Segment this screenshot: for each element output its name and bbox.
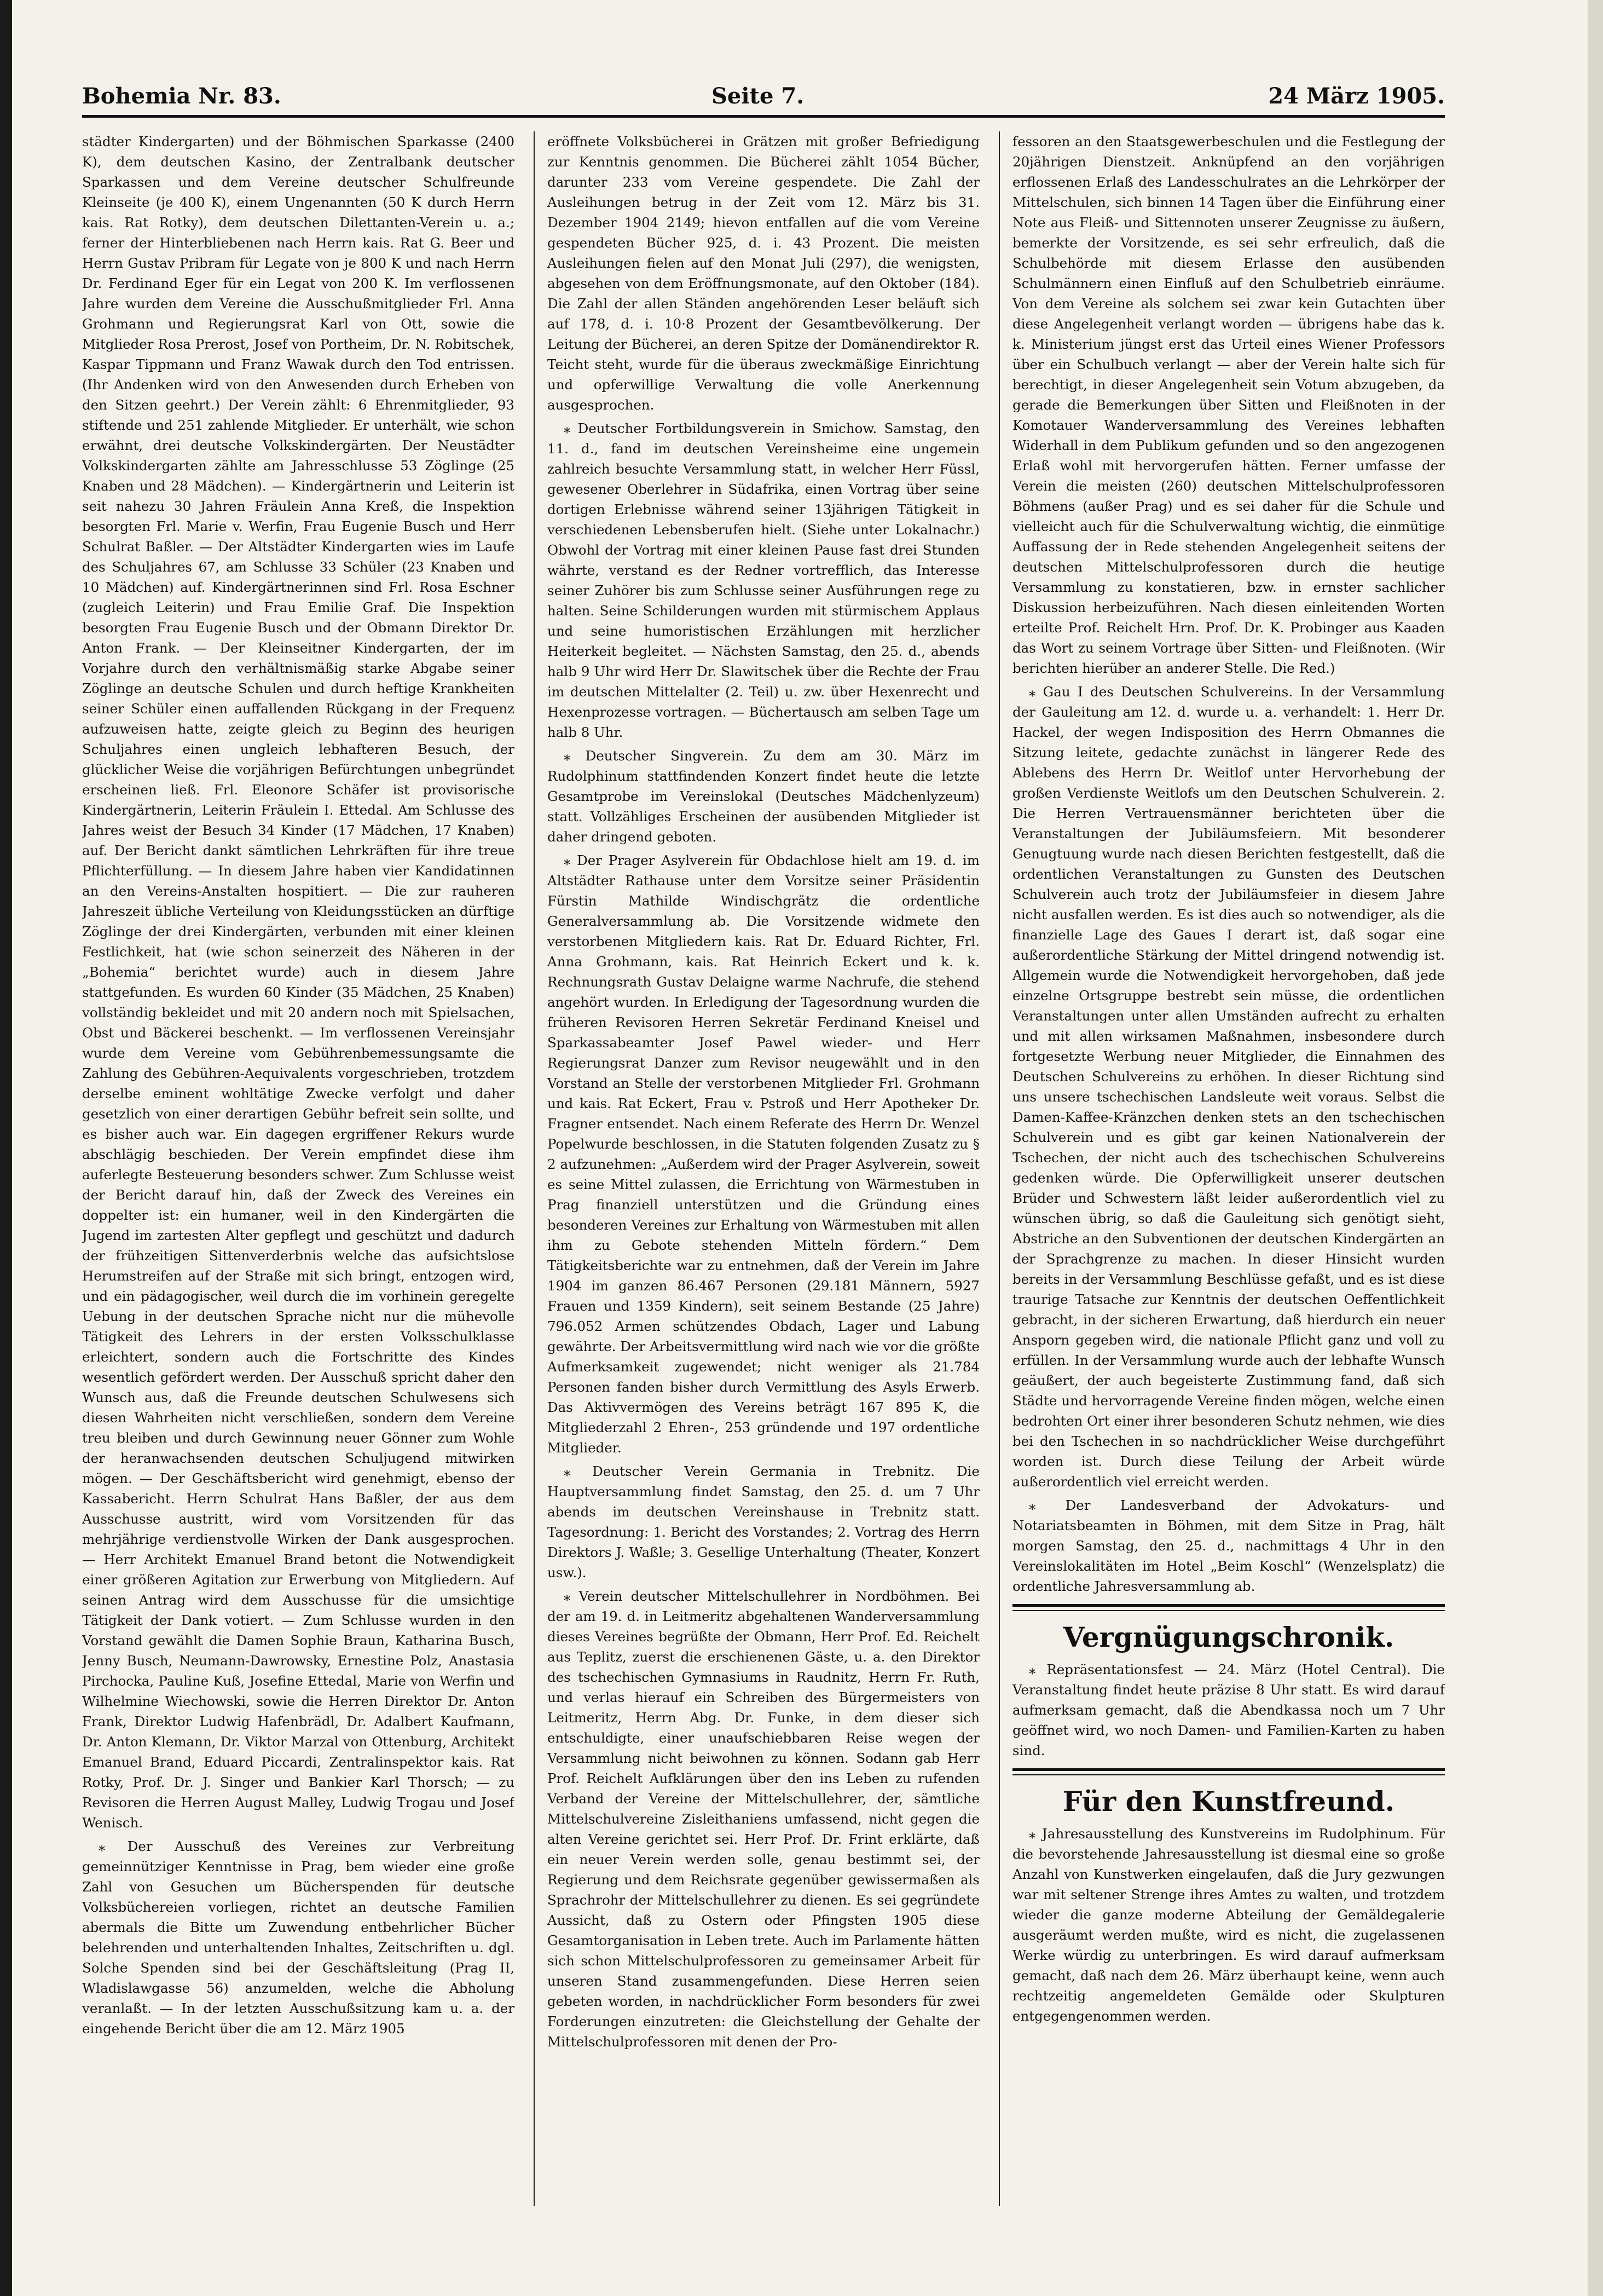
column-3 bbox=[1012, 131, 1445, 2206]
article-paragraph: ⁎ Der Prager Asylverein für Obdachlose hielt am 19. d. im Altstädter Rathause unter dem Vorsitze seiner Präsidentin Fürstin Mathilde Windischgrätz die ordentliche Generalversammlung ab. Die Vorsitzende widmete den verstorbenen Mitgliedern kais. Rat Dr. Eduard Richter, Frl. Anna Grohmann, kais. Rat Heinrich Eckert und k. k. Rechnungsrath Gustav Delaigne warme Nachrufe, die stehend angehört wurden. In Erledigung der Tagesordnung wurden die früheren Revisoren Herren Sekretär Ferdinand Kneisel und Sparkassabeamter Josef Pawel wieder- und Herr Regierungsrat Danzer zum Revisor neugewählt und in den Vorstand an Stelle der verstorbenen Mitglieder Frl. Grohmann und kais. Rat Eckert, Frau v. Pstroß und Herr Apotheker Dr. Fragner entsendet. Nach einem Referate des Herrn Dr. Wenzel Popelwurde beschlossen, in die Statuten folgenden Zusatz zu § 2 aufzunehmen: „Außerdem wird der Prager Asylverein, soweit es seine Mittel zulassen, die Errichtung von Wärmestuben in Prag finanziell unterstützen und die Gründung eines besonderen Vereines zur Erhaltung von Wärmestuben mit allen ihm zu Gebote stehenden Mitteln fördern.“ Dem Tätigkeitsberichte war zu entnehmen, daß der Verein im Jahre 1904 im ganzen 86.467 Personen (29.181 Männern, 5927 Frauen und 1359 Kindern), seit seinem Bestande (25 Jahre) 796.052 Armen schützendes Obdach, Lager und Labung gewährte. Der Arbeitsvermittlung wird nach wie vor die größte Aufmerksamkeit zugewendet; nicht weniger als 21.784 Personen fanden bisher durch Vermittlung des Asyls Erwerb. Das Aktivvermögen des Vereins beträgt 167 895 K, die Mitgliederzahl 2 Ehren-, 253 gründende und 197 ordentliche Mitglieder. bbox=[547, 852, 980, 1456]
page-edge-margin bbox=[1588, 0, 1603, 2296]
page-edge-shadow bbox=[0, 0, 12, 2296]
article-paragraph: ⁎ Der Landesverband der Advokaturs- und Notariatsbeamten in Böhmen, mit dem Sitze in Prag, hält morgen Samstag, den 25. d., nachmittags 4 Uhr in den Vereinslokalitäten im Hotel „Beim Koschl“ (Wenzelsplatz) die ordentliche Jahresversammlung ab. bbox=[1012, 1497, 1445, 1594]
article-paragraph: städter Kindergarten) und der Böhmischen Sparkasse (2400 K), dem deutschen Kasino, der Zentralbank deutscher Sparkassen und dem Vereine deutscher Schulfreunde Kleinseite (je 400 K), einem Ungenannten (50 K durch Herrn kais. Rat Rotky), dem deutschen Dilettanten-Verein u. a.; ferner der Hinterbliebenen nach Herrn kais. Rat G. Beer und Herrn Gustav Pribram für Legate von je 800 K und nach Herrn Dr. Ferdinand Eger für ein Legat von 200 K. Im verflossenen Jahre wurden dem Vereine die Ausschußmitglieder Frl. Anna Grohmann und Regierungsrat Karl von Ott, sowie die Mitglieder Rosa Prerost, Josef von Portheim, Dr. N. Robitschek, Kaspar Tippmann und Franz Wawak durch den Tod entrissen. (Ihr Andenken wird von den Anwesenden durch Erheben von den Sitzen geehrt.) Der Verein zählt: 6 Ehrenmitglieder, 93 stiftende und 251 zahlende Mitglieder. Er unterhält, wie schon erwähnt, drei deutsche Volkskindergärten. Der Neustädter Volkskindergarten zählte am Jahresschlusse 53 Zöglinge (25 Knaben und 28 Mädchen). — Kindergärtnerin und Leiterin ist seit nahezu 30 Jahren Fräulein Anna Kreß, die Inspektion besorgten Frl. Marie v. Werfin, Frau Eugenie Busch und Herr Schulrat Baßler. — Der Altstädter Kindergarten wies im Laufe des Schuljahres 67, am Schlusse 33 Schüler (23 Knaben und 10 Mädchen) auf. Kindergärtnerinnen sind Frl. Rosa Eschner (zugleich Leiterin) und Frau Emilie Graf. Die Inspektion besorgten Frau Eugenie Busch und der Obmann Direktor Dr. Anton Frank. — Der Kleinseitner Kindergarten, der im Vorjahre durch den verhältnismäßig starke Abgabe seiner Zöglinge an deutsche Schulen und durch heftige Krankheiten seiner Schüler einen auffallenden Rückgang in der Frequenz aufzuweisen hatte, zeigte gleich zu Beginn des heurigen Schuljahres einen ungleich lebhafteren Besuch, der glücklicher Weise die vorjährigen Befürchtungen unbegründet erscheinen ließ. Frl. Eleonore Schäfer ist provisorische Kindergärtnerin, Leiterin Fräulein I. Ettedal. Am Schlusse des Jahres weist der Besuch 34 Kinder (17 Mädchen, 17 Knaben) auf. Der Bericht dankt sämtlichen Lehrkräften für ihre treue Pflichterfüllung. — In diesem Jahre haben vier Kandidatinnen an den Vereins-Anstalten hospitiert. — Die zur rauheren Jahreszeit übliche Verteilung von Kleidungsstücken an dürftige Zöglinge der drei Kindergärten, verbunden mit einer kleinen Festlichkeit, hat (wie schon seinerzeit des Näheren in der „Bohemia“ berichtet wurde) auch in diesem Jahre stattgefunden. Es wurden 60 Kinder (35 Mädchen, 25 Knaben) vollständig bekleidet und mit 20 andern noch mit Spielsachen, Obst und Bäckerei beschenkt. — Im verflossenen Vereinsjahr wurde dem Vereine vom Gebührenbemessungsamte die Zahlung des Gebühren-Aequivalents vorgeschrieben, trotzdem derselbe eminent wohltätige Zwecke verfolgt und daher gesetzlich von einer derartigen Gebühr befreit sein sollte, und es bisher auch war. Ein dagegen ergriffener Rekurs wurde abschlägig beschieden. Der Verein empfindet diese ihm auferlegte Besteuerung besonders schwer. Zum Schlusse weist der Bericht darauf hin, daß der Zweck des Vereines ein doppelter ist: ein humaner, weil in den Kindergärten die Jugend im zartesten Alter gepflegt und geschützt und dadurch der frühzeitigen Sittenverderbnis welche das aufsichtslose Herumstreifen auf der Straße mit sich bringt, entzogen wird, und ein pädagogischer, weil durch die im vorhinein geregelte Uebung in der deutschen Sprache nicht nur die mühevolle Tätigkeit des Lehrers in der ersten Volksschulklasse erleichtert, sondern auch die Fortschritte des Kindes wesentlich gefördert werden. Der Ausschuß spricht daher den Wunsch aus, daß die Freunde deutschen Schulwesens sich diesen Wahrheiten nicht verschließen, sondern dem Vereine treu bleiben und durch Gewinnung neuer Gönner zum Wohle der heranwachsenden deutschen Schuljugend mitwirken mögen. — Der Geschäftsbericht wird genehmigt, ebenso der Kassabericht. Herrn Schulrat Hans Baßler, der aus dem Ausschusse austritt, wird vom Vorsitzenden für das mehrjährige verdienstvolle Wirken der Dank ausgesprochen. — Herr Architekt Emanuel Brand betont die Notwendigkeit einer größeren Agitation zur Erwerbung von Mitgliedern. Auf seinen Antrag wird dem Ausschusse für die umsichtige Tätigkeit der Dank votiert. — Zum Schlusse wurden in den Vorstand gewählt die Damen Sophie Braun, Katharina Busch, Jenny Busch, Neumann-Dawrowsky, Ernestine Polz, Anastasia Pirchocka, Pauline Kuß, Josefine Ettedal, Marie von Werfin und Wilhelmine Wiechowski, sowie die Herren Direktor Dr. Anton Frank, Direktor Ludwig Hafenbrädl, Dr. Adalbert Kaufmann, Dr. Anton Klemann, Dr. Viktor Marzal von Ottenburg, Architekt Emanuel Brand, Eduard Piccardi, Zentralinspektor kais. Rat Rotky, Prof. Dr. J. Singer und Bankier Karl Thorsch; — zu Revisoren die Herren August Malley, Ludwig Trogau und Josef Wenisch. bbox=[82, 134, 514, 1831]
section-divider bbox=[1012, 1604, 1445, 1607]
section-divider bbox=[1012, 1768, 1445, 1771]
text-columns bbox=[82, 131, 1445, 2206]
page-header bbox=[82, 71, 1445, 118]
column-divider bbox=[534, 131, 535, 2206]
article-paragraph: ⁎ Repräsentationsfest — 24. März (Hotel Central). Die Veranstaltung findet heute präzise 8 Uhr statt. Es wird darauf aufmerksam gemacht, daß die Abendkassa noch um 7 Uhr geöffnet wird, wo noch Damen- und Familien-Karten zu haben sind. bbox=[1012, 1662, 1445, 1758]
section-heading-art: Für den Kunstfreund. bbox=[1062, 1785, 1395, 1818]
column-divider bbox=[999, 131, 1000, 2206]
article-paragraph: ⁎ Deutscher Fortbildungsverein in Smichow. Samstag, den 11. d., fand im deutschen Vereinsheime eine ungemein zahlreich besuchte Versammlung statt, in welcher Herr Füssl, gewesener Oberlehrer in Südafrika, einen Vortrag über seine dortigen Erlebnisse während seiner 13jährigen Tätigkeit in verschiedenen Lebensberufen hielt. (Siehe unter Lokalnachr.) Obwohl der Vortrag mit einer kleinen Pause fast drei Stunden währte, verstand es der Redner vortrefflich, das Interesse seiner Zuhörer bis zum Schlusse seiner Ausführungen rege zu halten. Seine Schilderungen wurden mit stürmischem Applaus und seine humoristischen Erzählungen mit herzlicher Heiterkeit begleitet. — Nächsten Samstag, den 25. d., abends halb 9 Uhr wird Herr Dr. Slawitschek über die Rechte der Frau im deutschen Mittelalter (2. Teil) u. zw. über Hexenrecht und Hexenprozesse vortragen. — Büchertausch am selben Tage um halb 8 Uhr. bbox=[547, 420, 980, 740]
newspaper-page bbox=[82, 71, 1445, 2206]
section-heading-entertainment: Vergnügungschronik. bbox=[1063, 1621, 1394, 1653]
column-1 bbox=[82, 131, 514, 2206]
article-paragraph: ⁎ Gau I des Deutschen Schulvereins. In der Versammlung der Gauleitung am 12. d. wurde u. a. verhandelt: 1. Herr Dr. Hackel, der wegen Indisposition des Herrn Obmannes die Sitzung leitete, gedachte zunächst in längerer Rede des Ablebens des Herrn Dr. Weitlof unter Hervorhebung der großen Verdienste Weitlofs um den Deutschen Schulverein. 2. Die Herren Vertrauensmänner berichteten über die Veranstaltungen der Jubiläumsfeiern. Mit besonderer Genugtuung wurde nach diesen Berichten festgestellt, daß die ordentlichen Veranstaltungen zu Gunsten des Deutschen Schulverein auch trotz der Jubiläumsfeier in diesem Jahre nicht ausfallen werden. Es ist dies auch so notwendiger, als die finanzielle Lage des Gaues I derart ist, daß sogar eine außerordentliche Stärkung der Mittel dringend notwendig ist. Allgemein wurde die Notwendigkeit hervorgehoben, daß jede einzelne Ortsgruppe bestrebt sein müsse, die ordentlichen Veranstaltungen unter allen Umständen aufrecht zu erhalten und mit allen wirksamen Maßnahmen, insbesondere durch fortgesetzte Werbung neuer Mitglieder, die Einnahmen des Deutschen Schulvereins zu erhöhen. In dieser Richtung sind uns unsere tschechischen Landsleute weit voraus. Selbst die Damen-Kaffee-Kränzchen denken stets an den tschechischen Schulverein und es gibt gar keinen Nationalverein der Tschechen, der nicht auch des tschechischen Schulvereins gedenken würde. Die Opferwilligkeit unserer deutschen Brüder und Schwestern läßt leider außerordentlich viel zu wünschen übrig, so daß die Gauleitung sich genötigt sieht, Abstriche an den Subventionen der deutschen Kindergärten an der Sprachgrenze zu machen. In dieser Hinsicht wurden bereits in der Versammlung Beschlüsse gefaßt, und es ist diese traurige Tatsache zur Kenntnis der deutschen Oeffentlichkeit gebracht, in der sicheren Erwartung, daß hierdurch ein neuer Ansporn gegeben wird, die nationale Pflicht ganz und voll zu erfüllen. In der Versammlung wurde auch der lebhafte Wunsch geäußert, der auch begeisterte Zustimmung fand, daß sich Städte und hervorragende Vereine finden mögen, welche einen bedrohten Ort einer ihrer besonderen Schutz nehmen, wie dies bei den Tschechen in so nachdrücklicher Weise durchgeführt worden ist. Durch diese Teilung der Arbeit würde außerordentlich viel erreicht werden. bbox=[1012, 684, 1445, 1490]
article-paragraph: ⁎ Deutscher Verein Germania in Trebnitz. Die Hauptversammlung findet Samstag, den 25. d. um 7 Uhr abends im deutschen Vereinshause in Trebnitz statt. Tagesordnung: 1. Bericht des Vorstandes; 2. Vortrag des Herrn Direktors J. Waßle; 3. Gesellige Unterhaltung (Theater, Konzert usw.). bbox=[547, 1463, 980, 1580]
section-divider bbox=[1012, 1774, 1445, 1775]
article-paragraph: ⁎ Deutscher Singverein. Zu dem am 30. März im Rudolphinum stattfindenden Konzert findet heute die letzte Gesamtprobe im Vereinslokal (Deutsches Mädchenlyzeum) statt. Vollzähliges Erscheinen der ausübenden Mitglieder ist daher dringend geboten. bbox=[547, 748, 980, 845]
masthead-issue: Bohemia Nr. 83. bbox=[82, 83, 281, 109]
column-2 bbox=[547, 131, 980, 2206]
page-number: Seite 7. bbox=[711, 83, 805, 109]
article-paragraph: ⁎ Der Ausschuß des Vereines zur Verbreitung gemeinnütziger Kenntnisse in Prag, bem wieder eine große Zahl von Gesuchen um Bücherspenden für deutsche Volksbüchereien vorliegen, richtet an deutsche Familien abermals die Bitte um Zuwendung entbehrlicher Bücher belehrenden und unterhaltenden Inhaltes, Zeitschriften u. dgl. Solche Spenden sind bei der Geschäftsleitung (Prag II, Wladislawgasse 56) anzumelden, welche die Abholung veranlaßt. — In der letzten Ausschußsitzung kam u. a. der eingehende Bericht über die am 12. März 1905 bbox=[82, 1838, 514, 2037]
article-paragraph: ⁎ Jahresausstellung des Kunstvereins im Rudolphinum. Für die bevorstehende Jahresausstellung ist diesmal eine so große Anzahl von Kunstwerken eingelaufen, daß die Jury gezwungen war mit seltener Strenge ihres Amtes zu walten, und trotzdem wieder die ganze moderne Abteilung der Gemäldegalerie ausgeräumt werden mußte, wird es nicht, die zugelassenen Werke würdig zu unterbringen. Es wird darauf aufmerksam gemacht, daß nach dem 26. März überhaupt keine, wenn auch rechtzeitig angemeldeten Gemälde oder Skulpturen entgegengenommen werden. bbox=[1012, 1826, 1445, 2024]
issue-date: 24 März 1905. bbox=[1268, 83, 1445, 109]
section-divider bbox=[1012, 1610, 1445, 1611]
article-paragraph: ⁎ Verein deutscher Mittelschullehrer in Nordböhmen. Bei der am 19. d. in Leitmeritz abgehaltenen Wanderversammlung dieses Vereines begrüßte der Obmann, Herr Prof. Ed. Reichelt aus Teplitz, zuerst die erschienenen Gäste, u. a. den Direktor des tschechischen Gymnasiums in Raudnitz, Herrn Fr. Ruth, und verlas hierauf ein Schreiben des Bürgermeisters von Leitmeritz, Herrn Abg. Dr. Funke, in dem dieser sich entschuldigte, einer unaufschiebbaren Reise wegen der Versammlung nicht beiwohnen zu können. Sodann gab Herr Prof. Reichelt Aufklärungen über den ins Leben zu rufenden Verband der Vereine der Mittelschullehrer, der, sämtliche Mittelschulvereine Zisleithaniens umfassend, nicht gegen die alten Vereine gerichtet sei. Herr Prof. Dr. Frint erklärte, daß ein neuer Verein werden solle, genau bestimmt sei, der Regierung und dem Reichsrate gegenüber gewissermaßen als Sprachrohr der Mittelschullehrer zu dienen. Es sei gegründete Aussicht, daß zu Ostern oder Pfingsten 1905 diese Gesamtorganisation in Leben trete. Auch im Parlamente hätten sich schon Mittelschulprofessoren zu gemeinsamer Arbeit für unseren Stand zusammengefunden. Diese Herren seien gebeten worden, in nachdrücklicher Form besonders für zwei Forderungen einzutreten: die Gleichstellung der Gehalte der Mittelschulprofessoren mit denen der Pro- bbox=[547, 1588, 980, 2050]
article-paragraph: eröffnete Volksbücherei in Grätzen mit großer Befriedigung zur Kenntnis genommen. Die Bücherei zählt 1054 Bücher, darunter 233 vom Vereine gespendete. Die Zahl der Ausleihungen betrug in der Zeit vom 12. März bis 31. Dezember 1904 2149; hievon entfallen auf die vom Vereine gespendeten Bücher 925, d. i. 43 Prozent. Die meisten Ausleihungen fielen auf den Monat Juli (297), die wenigsten, abgesehen von dem Eröffnungsmonate, auf den Oktober (184). Die Zahl der allen Ständen angehörenden Leser beläuft sich auf 178, d. i. 10·8 Prozent der Gesamtbevölkerung. Der Leitung der Bücherei, an deren Spitze der Domänendirektor R. Teicht steht, wurde für die überaus zweckmäßige Einrichtung und opferwillige Verwaltung die volle Anerkennung ausgesprochen. bbox=[547, 134, 980, 413]
article-paragraph: fessoren an den Staatsgewerbeschulen und die Festlegung der 20jährigen Dienstzeit. Anknüpfend an den vorjährigen erflossenen Erlaß des Landesschulrates an die Lehrkörper der Mittelschulen, sich binnen 14 Tagen über die Einführung einer Note aus Fleiß- und Sittennoten unserer Zeugnisse zu äußern, bemerkte der Vorsitzende, es sei sehr erfreulich, daß die Schulbehörde mit diesem Erlasse den ausübenden Schulmännern einen Einfluß auf den Schulbetrieb einräume. Von dem Vereine als solchem sei zwar kein Gutachten über diese Angelegenheit verlangt worden — übrigens habe das k. k. Ministerium jüngst erst das Urteil eines Wiener Professors über ein Schulbuch verlangt — aber der Verein halte sich für berechtigt, in dieser Angelegenheit sein Votum abzugeben, da gerade die Bemerkungen über Sitten und Fleißnoten in der Komotauer Wanderversammlung des Vereines lebhaften Widerhall in dem Publikum gefunden und so den angezogenen Erlaß wohl mit hervorgerufen hätten. Ferner umfasse der Verein die meisten (260) deutschen Mittelschulprofessoren Böhmens (außer Prag) und es sei daher für die Schule und vielleicht auch für die Schulverwaltung wichtig, die einmütige Auffassung der in Rede stehenden Angelegenheit seitens der deutschen Mittelschulprofessoren durch die heutige Versammlung zu konstatieren, bzw. in ernster sachlicher Diskussion herbeizuführen. Nach diesen einleitenden Worten erteilte Prof. Reichelt Hrn. Prof. Dr. K. Probinger aus Kaaden das Wort zu seinem Vortrage über Sitten- und Fleißnoten. (Wir berichten hierüber an anderer Stelle. Die Red.) bbox=[1012, 134, 1445, 676]
